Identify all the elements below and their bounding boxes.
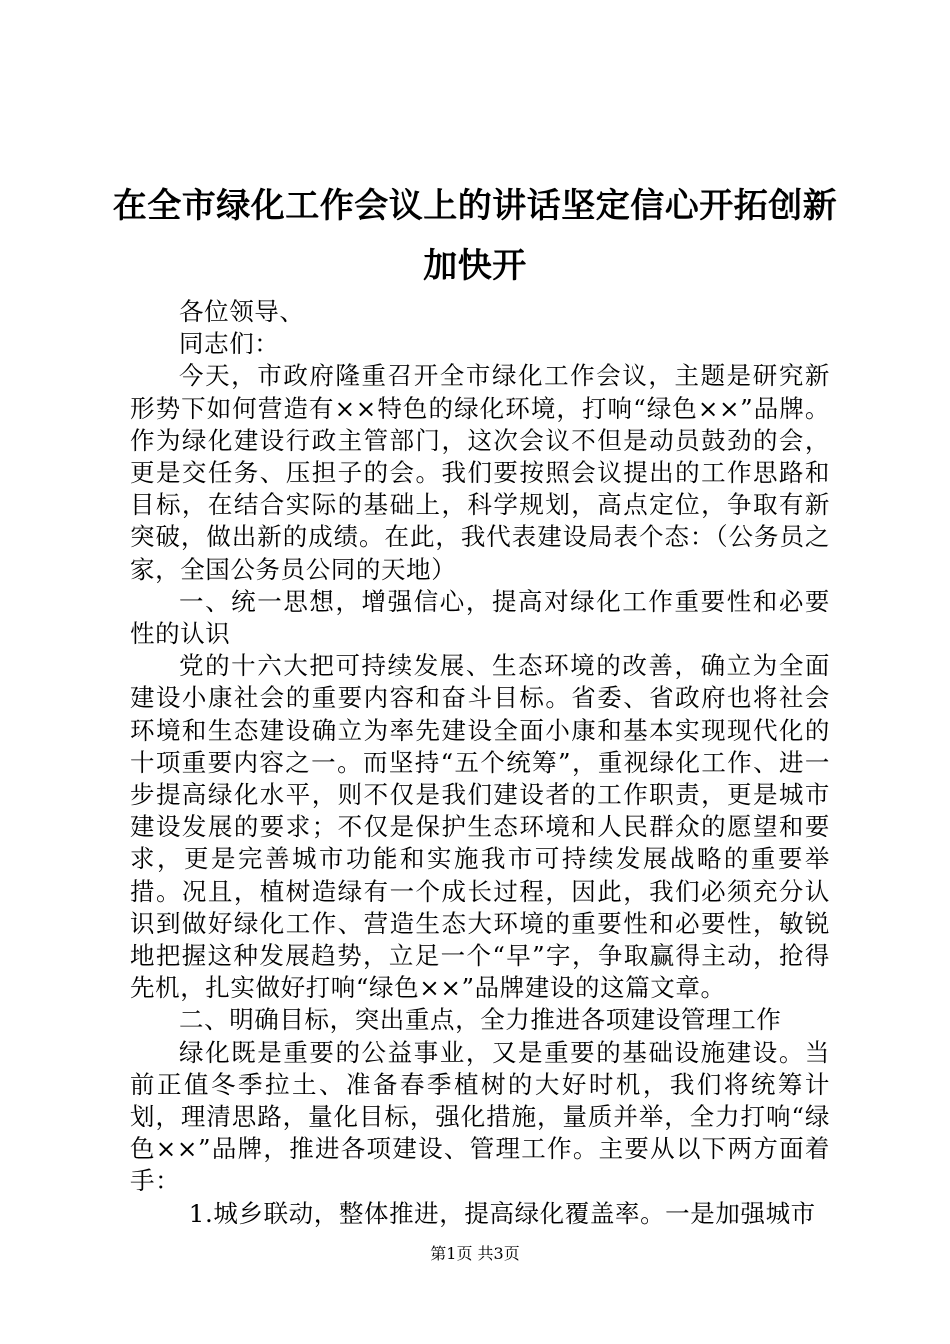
salutation-line-2: 同志们： — [179, 329, 280, 359]
document-title: 在全市绿化工作会议上的讲话坚定信心开拓创新加快开 — [112, 186, 838, 286]
paragraph-section-1: 党的十六大把可持续发展、生态环境的改善，确立为全面建设小康社会的重要内容和奋斗目标。省委、省政府也将社会环境和生态建设确立为率先建设全面小康和基本实现现代化的十项重要内容之一。而坚持“五个统筹”，重视绿化工作、进一步提高绿化水平，则不仅是我们建设者的工作职责，更是城市建设发展的要求；不仅是保护生态环境和人民群众的愿望和要求，更是完善城市功能和实施我市可持续发展战略的重要举措。况且，植树造绿有一个成长过程，因此，我们必须充分认识到做好绿化工作、营造生态大环境的重要性和必要性，敏锐地把握这种发展趋势，立足一个“早”字，争取赢得主动，抢得先机，扎实做好打响“绿色××”品牌建设的这篇文章。 — [130, 651, 830, 1003]
paragraph-section-2: 绿化既是重要的公益事业，又是重要的基础设施建设。当前正值冬季拉土、准备春季植树的大好时机，我们将统筹计划，理清思路，量化目标，强化措施，量质并举，全力打响“绿色××”品牌，推进各项建设、管理工作。主要从以下两方面着手： — [130, 1037, 830, 1196]
paragraph-intro: 今天，市政府隆重召开全市绿化工作会议，主题是研究新形势下如何营造有××特色的绿化环境，打响“绿色××”品牌。作为绿化建设行政主管部门，这次会议不但是动员鼓劲的会，更是交任务、压担子的会。我们要按照会议提出的工作思路和目标，在结合实际的基础上，科学规划，高点定位，争取有新突破，做出新的成绩。在此，我代表建设局表个态：（公务员之家，全国公务员公同的天地） — [130, 361, 830, 584]
section-heading-1: 一、统一思想，增强信心，提高对绿化工作重要性和必要性的认识 — [130, 586, 830, 649]
section-heading-2: 二、明确目标，突出重点，全力推进各项建设管理工作 — [179, 1005, 782, 1035]
list-item-1: 1.城乡联动，整体推进，提高绿化覆盖率。一是加强城市 — [188, 1198, 816, 1228]
salutation-line-1: 各位领导、 — [179, 297, 305, 326]
page-number-footer: 第1页 共3页 — [430, 1244, 520, 1263]
document-body — [130, 296, 830, 1230]
